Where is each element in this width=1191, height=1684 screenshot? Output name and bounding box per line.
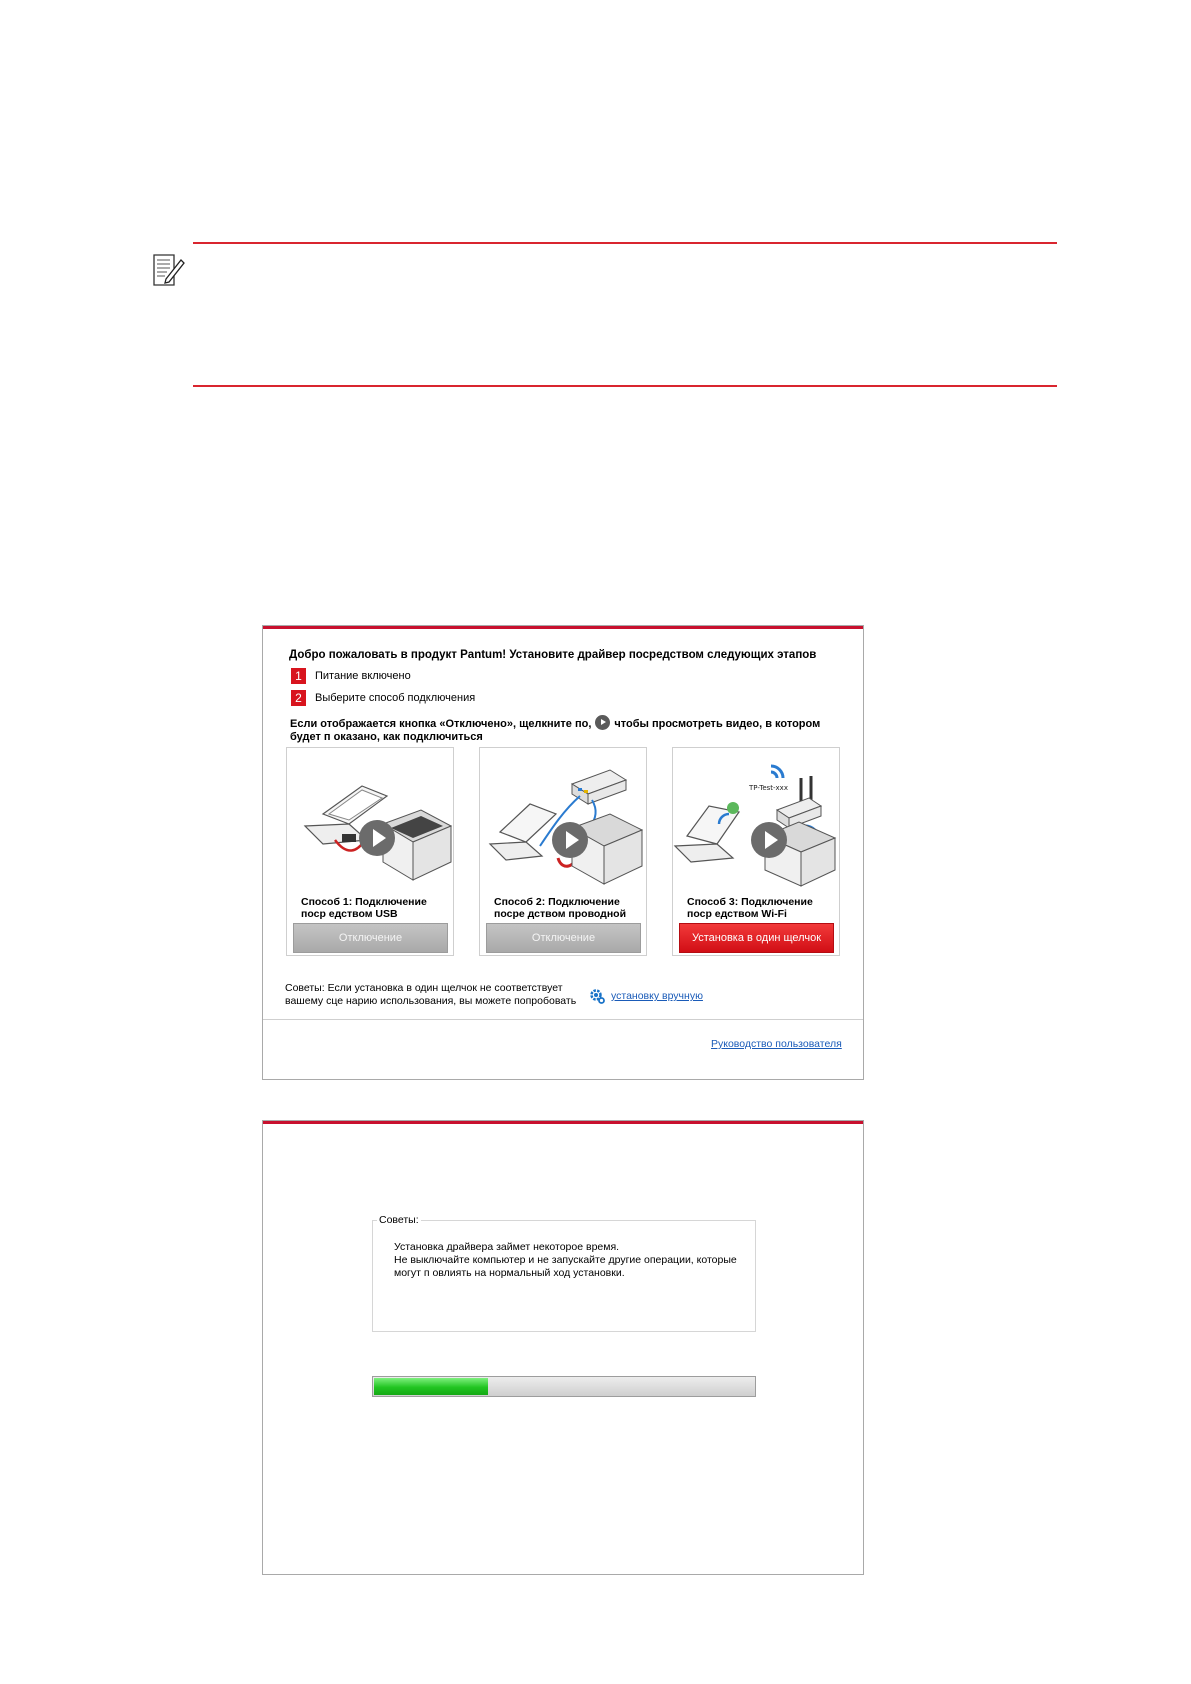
wired-disabled-button[interactable]: Отключение — [486, 923, 641, 953]
user-guide-link[interactable]: Руководство пользователя — [711, 1038, 842, 1050]
step-number-badge: 2 — [291, 690, 306, 706]
note-icon — [150, 252, 186, 288]
wifi-ssid-label: TP-Test-xxx — [749, 784, 788, 792]
window-accent-bar — [263, 1121, 863, 1124]
play-icon — [595, 715, 610, 730]
video-hint — [290, 715, 850, 744]
method-card-wired[interactable] — [479, 747, 647, 956]
method-caption: Способ 3: Подключение поср едством Wi-Fi — [687, 896, 813, 920]
wired-connection-illustration — [480, 748, 648, 898]
tips-line: Не выключайте компьютер и не запускайте другие операции, которые могут п овлиять на нормальный ход установки. — [394, 1254, 737, 1279]
tips-body — [394, 1241, 749, 1280]
method-card-usb[interactable] — [286, 747, 454, 956]
gear-icon — [589, 988, 605, 1004]
step-label: Выберите способ подключения — [315, 692, 476, 704]
method-caption: Способ 2: Подключение посре дством проводной — [494, 896, 627, 920]
tips-line: Установка драйвера займет некоторое время. — [394, 1241, 620, 1253]
tips-title: Советы: — [379, 1214, 419, 1226]
video-hint-text-end: чтобы просмотреть видео, в котором будет п оказано, как подключиться — [290, 718, 821, 743]
installation-progress-window — [262, 1120, 864, 1575]
one-click-install-button[interactable]: Установка в один щелчок — [679, 923, 834, 953]
step-power-on — [291, 668, 411, 684]
installer-window — [262, 625, 864, 1080]
manual-install-link[interactable]: установку вручную — [611, 990, 703, 1002]
progress-fill — [374, 1378, 488, 1395]
footer-divider — [263, 1019, 863, 1020]
note-top-rule — [193, 242, 1057, 244]
install-progress-bar — [372, 1376, 756, 1397]
method-caption: Способ 1: Подключение поср едством USB — [301, 896, 427, 920]
wifi-connection-illustration — [673, 748, 841, 898]
note-bottom-rule — [193, 385, 1057, 387]
step-select-connection — [291, 690, 475, 706]
video-hint-text-start: Если отображается кнопка «Отключено», щелкните по, — [290, 718, 592, 730]
usb-disabled-button[interactable]: Отключение — [293, 923, 448, 953]
window-accent-bar — [263, 626, 863, 629]
usb-connection-illustration — [287, 748, 455, 898]
step-number-badge: 1 — [291, 668, 306, 684]
one-click-tips: Советы: Если установка в один щелчок не соответствует вашему сце нарию использования, вы можете попробовать — [285, 982, 577, 1007]
welcome-title: Добро пожаловать в продукт Pantum! Установите драйвер посредством следующих этапов — [289, 649, 817, 661]
installation-tips-box — [372, 1214, 756, 1332]
step-label: Питание включено — [315, 670, 411, 682]
method-card-wifi[interactable] — [672, 747, 840, 956]
